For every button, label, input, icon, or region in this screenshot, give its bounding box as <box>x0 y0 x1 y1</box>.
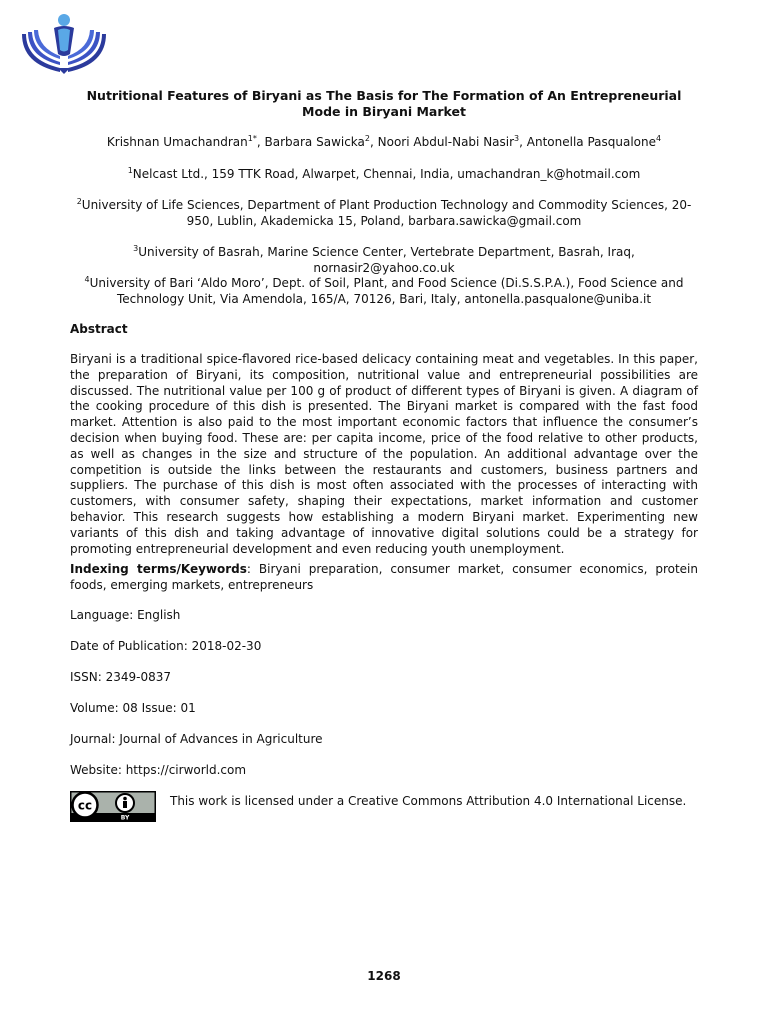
language-line: Language: English <box>70 608 181 622</box>
svg-text:cc: cc <box>77 798 93 813</box>
issn-line: ISSN: 2349-0837 <box>70 670 172 684</box>
author-name: Krishnan Umachandran <box>106 135 248 149</box>
affiliation-1: $^1$Nelcast Ltd., 159 TTK Road, Alwarpet, Chennai, India, umachandran_k@hotmail.com <box>127 166 641 181</box>
abstract-body: Biryani is a traditional spice-flavored rice-based delicacy containing meat and vegetables. In this paper, the preparation of Biryani, its composition, nutritional value and entrepreneurial possibilities are discussed. The nutritional value per 100 g of product of different types of Biryani is given. A diagram of the cooking procedure of this dish is presented. The Biryani market is compared with the fast food market. Attention is also paid to the most important economic factors that influence the consumer’s decision when buying food. These are: per capita income, price of the food relative to other products, as well as changes in the size and structure of the population. An additional advantage over the competition is outside the links between the restaurants and customers, business partners and suppliers. The purchase of this dish is most often associated with the processes of interacting with customers, with consumer safety, shaping their expectations, market information and customer behavior. This research suggests how establishing a modern Biryani market. Experimenting new variants of this dish and taking advantage of innovative digital solutions could be a strategy for promoting entrepreneurial development and even reducing youth unemployment. <box>70 352 698 556</box>
volume-line: Volume: 08 Issue: 01 <box>70 701 196 715</box>
affiliation-2: $^2$University of Life Sciences, Department of Plant Production Technology and Commodity Sciences, 20-950, Lublin, Akademicka 15, Poland, barbara.sawicka@gmail.com <box>76 197 692 228</box>
affiliation-3: $^3$University of Basrah, Marine Science Center, Vertebrate Department, Basrah, Iraq, nornasir2@yahoo.co.uk <box>133 244 635 275</box>
keywords-label: Indexing terms/Keywords <box>70 562 247 576</box>
author-name: Barbara Sawicka <box>264 135 365 149</box>
author-list: Krishnan Umachandran$^{1*}$, Barbara Sawicka$^2$, Noori Abdul-Nabi Nasir$^3$, Antonella Pasqualone$^4$ <box>106 134 662 149</box>
abstract-heading: Abstract <box>70 322 128 336</box>
keywords-text: : Biryani preparation, consumer market, consumer economics, protein foods, emerging markets, entrepreneurs <box>70 562 698 592</box>
cc-by-license-icon[interactable] <box>70 791 156 822</box>
journal-line: Journal: Journal of Advances in Agriculture <box>70 732 323 746</box>
journal-logo <box>20 10 108 76</box>
paper-title: Nutritional Features of Biryani as The Basis for The Formation of An Entrepreneurial Mode in Biryani Market <box>86 88 682 119</box>
page-number: 1268 <box>367 969 401 983</box>
keywords <box>70 562 698 594</box>
affiliation-4: $^4$University of Bari ‘Aldo Moro’, Dept. of Soil, Plant, and Food Science (Di.S.S.P.A.), Food Science and Technology Unit, Via Amendola, 165/A, 70126, Bari, Italy, antonella.pasqualone@uniba.it <box>84 275 684 306</box>
license-text[interactable]: This work is licensed under a Creative Commons Attribution 4.0 International License. <box>170 794 687 808</box>
svg-text:BY: BY <box>120 814 130 822</box>
publication-date-line: Date of Publication: 2018-02-30 <box>70 639 262 653</box>
author-name: Antonella Pasqualone <box>526 135 657 149</box>
website-line[interactable]: Website: https://cirworld.com <box>70 763 247 777</box>
author-name: Noori Abdul-Nabi Nasir <box>377 135 515 149</box>
